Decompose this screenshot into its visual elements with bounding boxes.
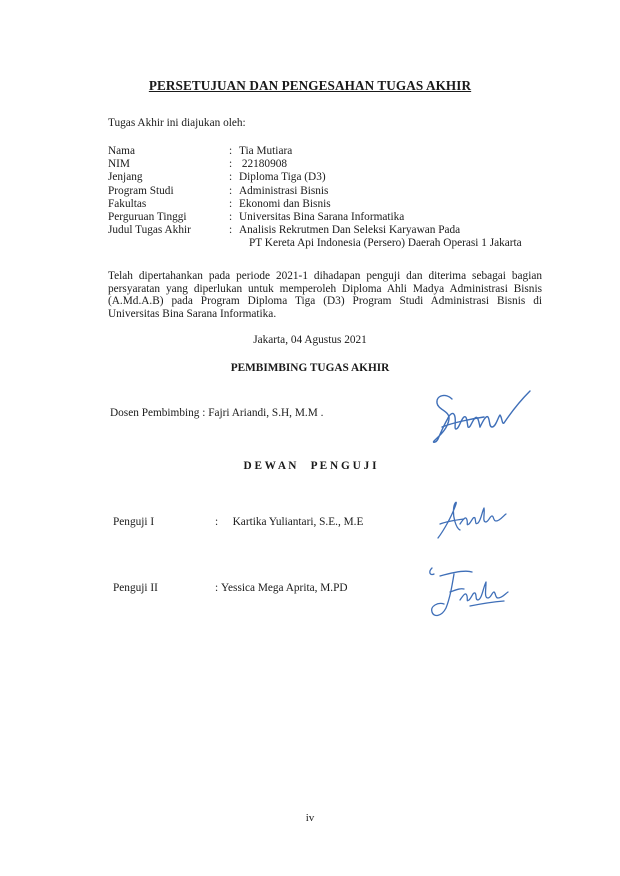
field-value: 22180908 — [239, 158, 288, 171]
field-label: Program Studi — [108, 184, 174, 197]
field-row-nama — [108, 145, 548, 158]
field-row-judul — [108, 224, 548, 237]
field-separator: : — [229, 184, 233, 197]
examiner-row-2 — [113, 582, 348, 594]
examiner-row-1 — [113, 516, 363, 528]
field-row-perguruan-tinggi — [108, 211, 548, 224]
page-number: iv — [305, 812, 315, 824]
field-label: Perguruan Tinggi — [108, 210, 187, 223]
field-separator: : — [229, 171, 233, 184]
examiners-heading: D E W A N P E N G U J I — [243, 460, 377, 472]
field-label: NIM — [108, 158, 130, 171]
field-label: Judul Tugas Akhir — [108, 224, 191, 237]
field-value: Diploma Tiga (D3) — [239, 171, 326, 184]
examiner-name: Kartika Yuliantari, S.E., M.E — [227, 516, 364, 528]
field-separator: : — [229, 210, 233, 223]
supervisor-heading: PEMBIMBING TUGAS AKHIR — [230, 362, 390, 374]
field-separator: : — [229, 158, 233, 171]
examiner-separator: : — [215, 516, 219, 528]
field-row-jenjang — [108, 171, 548, 184]
examiner-2-signature — [420, 562, 520, 624]
field-value: Administrasi Bisnis — [239, 184, 329, 197]
field-row-judul-line2 — [108, 237, 548, 250]
examiner-label: Penguji II — [113, 582, 158, 594]
field-separator: : — [229, 224, 233, 237]
student-info-table — [108, 145, 548, 251]
field-label: Fakultas — [108, 197, 147, 210]
supervisor-signature — [422, 385, 550, 447]
intro-text: Tugas Akhir ini diajukan oleh: — [108, 117, 246, 129]
examiner-1-signature — [430, 494, 510, 546]
field-separator: : — [229, 197, 233, 210]
field-value: Analisis Rekrutmen Dan Seleksi Karyawan Pada — [239, 224, 461, 237]
field-label: Nama — [108, 145, 135, 157]
field-value: Universitas Bina Sarana Informatika — [239, 210, 405, 223]
field-value-continuation: PT Kereta Api Indonesia (Persero) Daerah Operasi 1 Jakarta — [249, 237, 522, 250]
date-place: Jakarta, 04 Agustus 2021 — [253, 334, 367, 346]
field-row-nim — [108, 158, 548, 171]
field-row-fakultas — [108, 198, 548, 211]
supervisor-line: Dosen Pembimbing : Fajri Ariandi, S.H, M.M . — [110, 407, 324, 419]
examiner-separator: : — [215, 582, 219, 594]
field-label: Jenjang — [108, 171, 143, 184]
field-value: Tia Mutiara — [239, 145, 293, 157]
statement-paragraph: Telah dipertahankan pada periode 2021-1 dihadapan penguji dan diterima sebagai bagian persyaratan yang diperlukan untuk memperoleh Diploma Ahli Madya Administrasi Bisnis (A.Md.A.B) pada Program Diploma Tiga (D3) Program Studi Administrasi Bisnis di Universitas Bina Sarana Informatika. — [108, 270, 542, 320]
field-row-program-studi — [108, 185, 548, 198]
examiner-name: Yessica Mega Aprita, M.PD — [221, 582, 348, 594]
field-value: Ekonomi dan Bisnis — [239, 197, 331, 210]
field-separator: : — [229, 145, 233, 157]
examiner-label: Penguji I — [113, 516, 155, 528]
document-title: PERSETUJUAN DAN PENGESAHAN TUGAS AKHIR — [148, 78, 472, 93]
